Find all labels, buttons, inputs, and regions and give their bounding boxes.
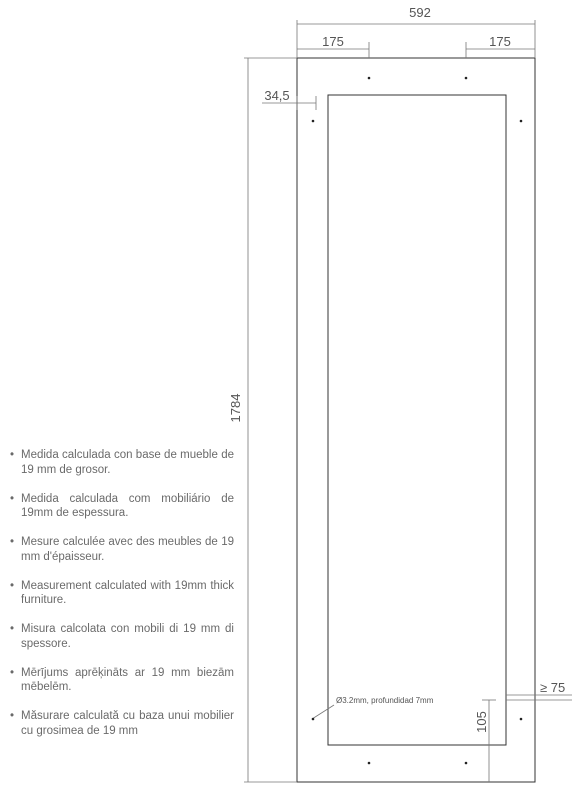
hole-side-left-bottom bbox=[312, 718, 315, 721]
bottom-clearance-dimension bbox=[506, 695, 572, 700]
note-spanish: • Medida calculada con base de mueble de 19 mm de grosor. bbox=[10, 448, 234, 477]
hole-side-left-top bbox=[312, 120, 315, 123]
hole-spec-label: Ø3.2mm, profundidad 7mm bbox=[336, 696, 434, 705]
mounting-holes bbox=[312, 77, 523, 765]
inner-frame bbox=[328, 95, 506, 745]
hole-top-left bbox=[368, 77, 371, 80]
hole-side-right-bottom bbox=[520, 718, 523, 721]
note-portuguese: • Medida calculada com mobiliário de 19mm de espessura. bbox=[10, 492, 234, 521]
right-hole-offset-label: 175 bbox=[489, 34, 511, 49]
bottom-hole-height-label: 105 bbox=[474, 711, 489, 733]
hole-side-right-top bbox=[520, 120, 523, 123]
left-hole-offset-label: 175 bbox=[322, 34, 344, 49]
height-label: 1784 bbox=[228, 393, 243, 423]
bottom-clearance-label: ≥ 75 bbox=[540, 680, 566, 695]
outer-panel bbox=[297, 58, 535, 782]
side-offset-label: 34,5 bbox=[264, 88, 290, 103]
hole-spec-leader bbox=[312, 705, 334, 719]
hole-bottom-left bbox=[368, 762, 371, 765]
note-latvian: • Mērījums aprēķināts ar 19 mm biezām mēbelēm. bbox=[10, 666, 234, 695]
note-italian: • Misura calcolata con mobili di 19 mm di spessore. bbox=[10, 622, 234, 651]
note-french: • Mesure calculée avec des meubles de 19 mm d'épaisseur. bbox=[10, 535, 234, 564]
hole-top-right bbox=[465, 77, 468, 80]
note-romanian: • Măsurare calculată cu baza unui mobilier cu grosimea de 19 mm bbox=[10, 709, 234, 738]
hole-bottom-right bbox=[465, 762, 468, 765]
note-english: • Measurement calculated with 19mm thick furniture. bbox=[10, 579, 234, 608]
measurement-notes bbox=[10, 448, 234, 753]
width-label: 592 bbox=[409, 5, 431, 20]
height-dimension bbox=[244, 58, 297, 782]
